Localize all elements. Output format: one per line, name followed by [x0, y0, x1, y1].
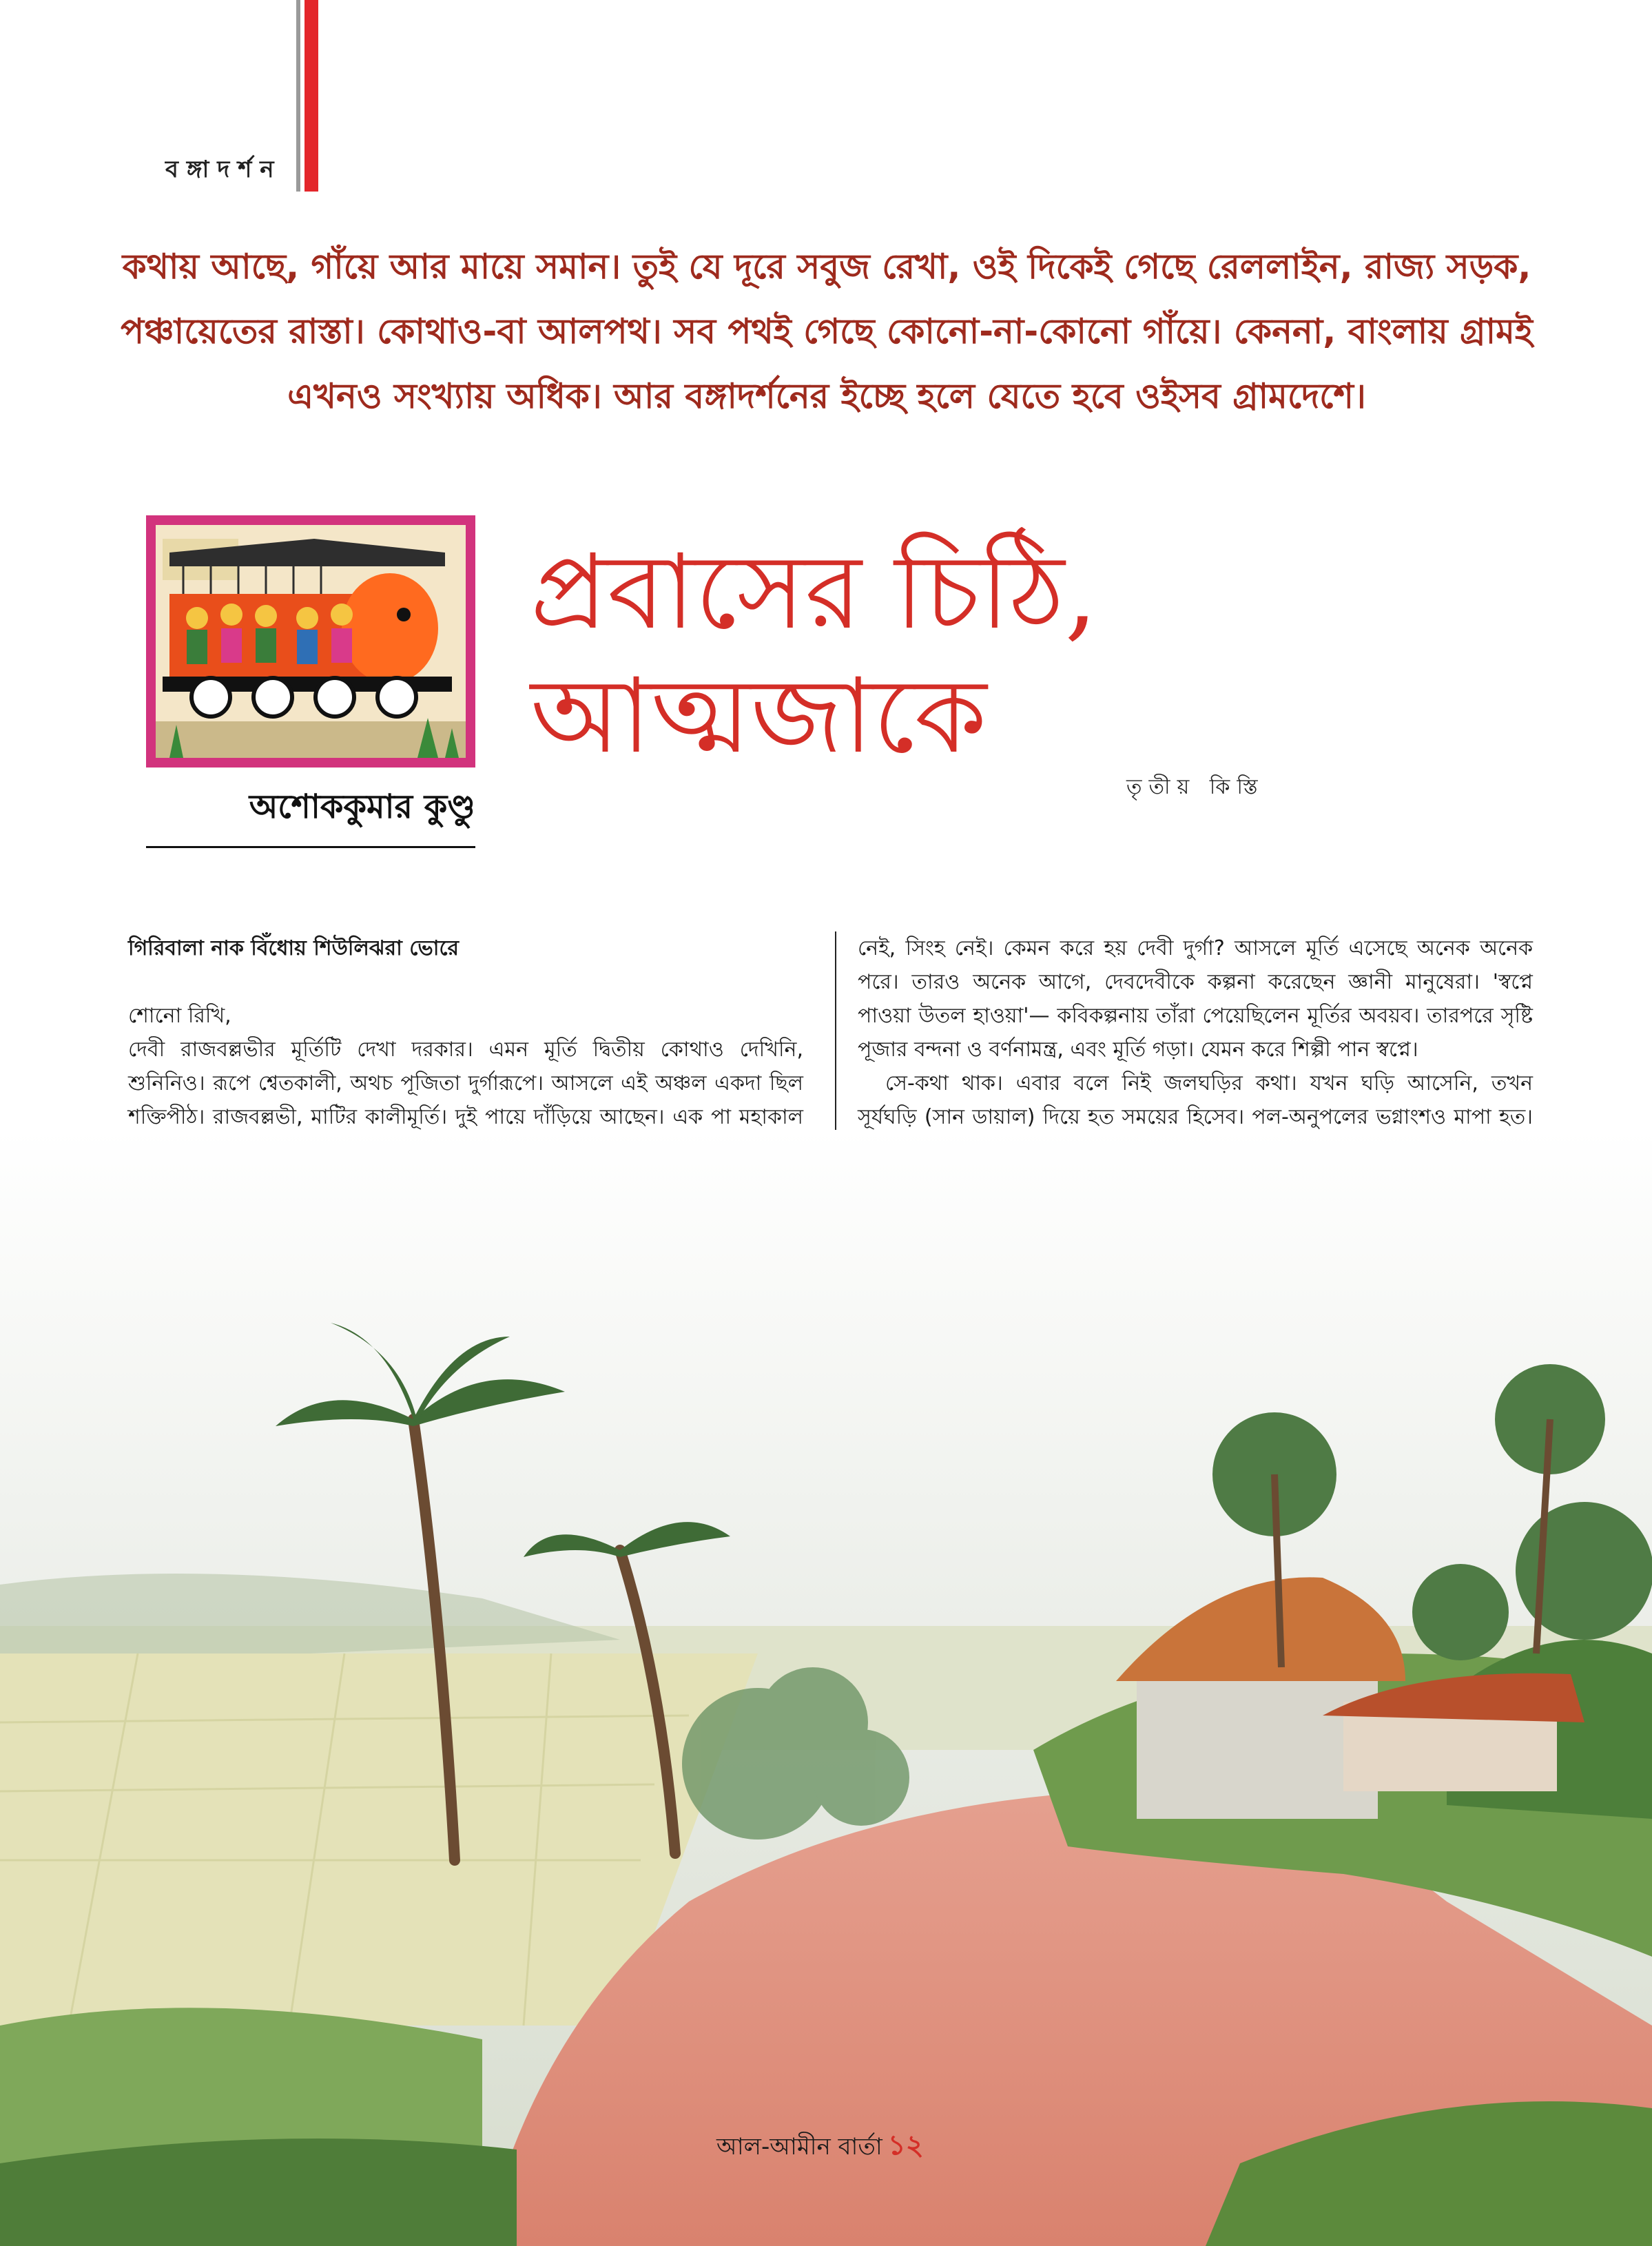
page-footer: [716, 2123, 924, 2170]
body-paragraph-right-2: সে-কথা থাক। এবার বলে নিই জলঘড়ির কথা। যখন ঘড়ি আসেনি, তখন সূর্যঘড়ি (সান ডায়াল) দিয়ে হত সময়ের হিসেব। পল-অনুপলের ভগ্নাংশও মাপা হত।: [858, 1071, 1533, 1129]
article-title-line-2: আত্মজাকে: [530, 657, 987, 776]
intro-paragraph: কথায় আছে, গাঁয়ে আর মায়ে সমান। তুই যে দূরে সবুজ রেখা, ওই দিকেই গেছে রেললাইন, রাজ্য সড়ক, পঞ্চায়েতের রাস্তা। কোথাও-বা আলপথ। সব পথই গেছে কোনো-না-কোনো গাঁয়ে। কেননা, বাংলায় গ্রামই এখনও সংখ্যায় অধিক। আর বঙ্গাদর্শনের ইচ্ছে হলে যেতে হবে ওইসব গ্রামদেশে।: [121, 247, 1533, 416]
body-subhead: গিরিবালা নাক বিঁধোয় শিউলিঝরা ভোরে: [128, 936, 459, 960]
article-title-line-1: প্রবাসের চিঠি,: [530, 533, 1098, 652]
header-rule-gray: [296, 0, 300, 192]
section-label: বঙ্গাদর্শন: [165, 156, 282, 183]
letter-salutation: শোনো রিখি,: [128, 1004, 231, 1028]
article-title: [530, 530, 1097, 779]
body-paragraph-right-1: নেই, সিংহ নেই। কেমন করে হয় দেবী দুর্গা? আসলে মূর্তি এসেছে অনেক অনেক পরে। তারও অনেক আগে, দেবদেবীকে কল্পনা করেছেন জ্ঞানী মানুষেরা। 'স্বপ্নে পাওয়া উতল হাওয়া'— কবিকল্পনায় তাঁরা পেয়েছিলেন মূর্তির অবয়ব। তারপরে সৃষ্টি পূজার বন্দনা ও বর্ণনামন্ত্র, এবং মূর্তি গড়া। যেমন করে শিল্পী পান স্বপ্নে।: [858, 936, 1533, 1062]
header-rule-red: [304, 0, 318, 192]
body-paragraph-left: দেবী রাজবল্লভীর মূর্তিটি দেখা দরকার। এমন মূর্তি দ্বিতীয় কোথাও দেখিনি, শুনিনিও। রূপে শ্বেতকালী, অথচ পূজিতা দুর্গারূপে। আসলে এই অঞ্চল একদা ছিল শক্তিপীঠ। রাজবল্লভী, মাটির কালীমূর্তি। দুই পায়ে দাঁড়িয়ে আছেন। এক পা মহাকাল: [128, 1038, 803, 1129]
village-watercolor-painting: [0, 1130, 1652, 2246]
kalighat-painting-thumbnail: [146, 515, 475, 767]
author-name: অশোককুমার কুণ্ডু: [146, 782, 475, 848]
train-painting-image: [156, 525, 466, 758]
page-number: ১২: [887, 2130, 924, 2161]
magazine-name: আল-আমীন বার্তা: [716, 2133, 882, 2161]
installment-label: তৃতীয় কিস্তি: [1126, 775, 1265, 799]
watercolor-landscape-image: [0, 1130, 1652, 2246]
